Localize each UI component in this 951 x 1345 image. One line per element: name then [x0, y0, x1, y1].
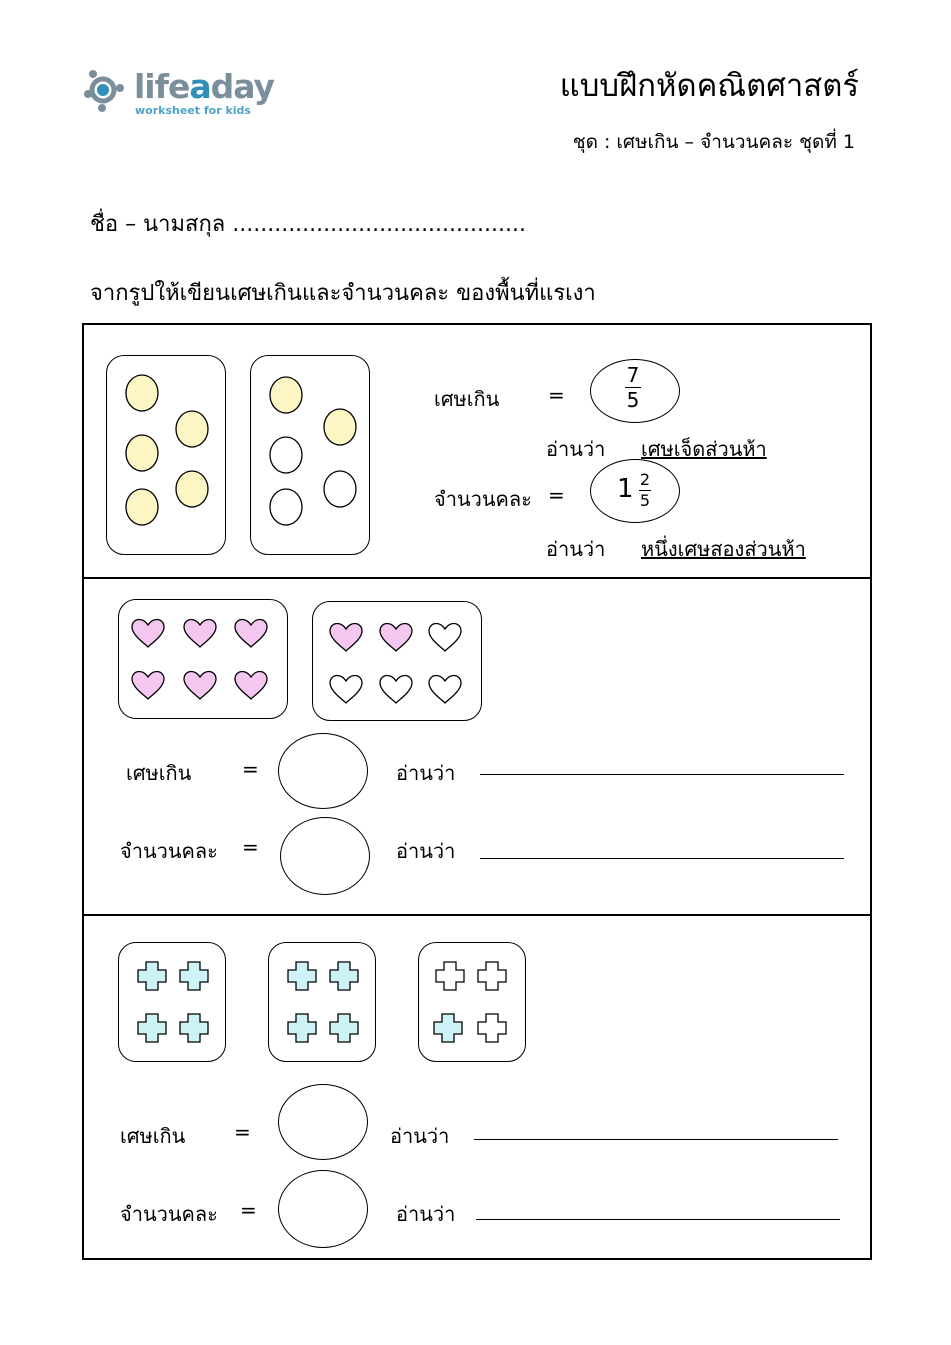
mixed-answer-oval[interactable] — [278, 1170, 368, 1248]
circle-shapes — [84, 325, 384, 581]
page-subtitle: ชุด : เศษเกิน – จำนวนคละ ชุดที่ 1 — [572, 131, 855, 153]
cross-shape — [478, 962, 506, 990]
cross-shape — [288, 1014, 316, 1042]
heart-shape — [330, 623, 362, 651]
circle-shape — [270, 437, 302, 473]
mixed-reading: หนึ่งเศษสองส่วนห้า — [641, 537, 806, 561]
heart-shape — [184, 671, 216, 699]
question-2-section — [82, 914, 872, 1260]
heart-shape — [132, 619, 164, 647]
instruction-text: จากรูปให้เขียนเศษเกินและจำนวนคละ ของพื้นที่แรเงา — [90, 281, 596, 306]
improper-fraction — [625, 365, 641, 410]
question-1-section — [82, 577, 872, 916]
mixed-fraction — [639, 472, 651, 509]
cross-shape — [288, 962, 316, 990]
read-as-label: อ่านว่า — [546, 537, 606, 561]
read-as-label: อ่านว่า — [390, 1124, 450, 1148]
improper-reading: เศษเจ็ดส่วนห้า — [641, 437, 767, 461]
equals-sign: = — [242, 835, 259, 859]
heart-shape — [235, 619, 267, 647]
molecule-logo-icon — [82, 66, 134, 116]
heart-shapes — [84, 577, 504, 737]
mixed-answer-oval — [590, 459, 680, 523]
circle-shape — [176, 471, 208, 507]
heart-shape — [330, 675, 362, 703]
circle-shape — [176, 411, 208, 447]
read-as-label: อ่านว่า — [396, 1202, 456, 1226]
mixed-reading-line[interactable] — [480, 858, 844, 859]
read-as-label: อ่านว่า — [396, 761, 456, 785]
improper-denominator: 5 — [626, 388, 640, 412]
improper-label: เศษเกิน — [120, 1124, 186, 1148]
improper-reading-line[interactable] — [480, 774, 844, 775]
logo-tagline: worksheet for kids — [135, 104, 251, 117]
circle-shape — [270, 377, 302, 413]
cross-shape — [180, 1014, 208, 1042]
cross-shape — [434, 1014, 462, 1042]
name-field-line: ชื่อ – นามสกุล .......................................... — [90, 212, 526, 237]
equals-sign: = — [242, 757, 259, 781]
cross-shape — [330, 962, 358, 990]
mixed-denominator: 5 — [639, 491, 651, 510]
read-as-label: อ่านว่า — [396, 839, 456, 863]
mixed-numerator: 2 — [639, 470, 651, 489]
improper-label: เศษเกิน — [434, 387, 500, 411]
cross-shape — [138, 962, 166, 990]
page-title: แบบฝึกหัดคณิตศาสตร์ — [559, 68, 859, 104]
read-as-label: อ่านว่า — [546, 437, 606, 461]
improper-label: เศษเกิน — [126, 761, 192, 785]
heart-shape — [184, 619, 216, 647]
mixed-reading-line[interactable] — [476, 1219, 840, 1220]
heart-shape — [380, 675, 412, 703]
cross-shapes — [84, 914, 544, 1074]
cross-shape — [478, 1014, 506, 1042]
improper-reading-line[interactable] — [474, 1139, 838, 1140]
example-section — [82, 323, 872, 579]
equals-sign: = — [548, 383, 565, 407]
improper-numerator: 7 — [626, 363, 640, 387]
heart-shape — [429, 675, 461, 703]
cross-shape — [436, 962, 464, 990]
mixed-whole: 1 — [617, 474, 634, 504]
heart-shape — [429, 623, 461, 651]
circle-shape — [126, 375, 158, 411]
heart-shape — [235, 671, 267, 699]
improper-answer-oval[interactable] — [278, 733, 368, 809]
heart-shape — [132, 671, 164, 699]
cross-shape — [138, 1014, 166, 1042]
circle-shape — [126, 435, 158, 471]
improper-answer-oval[interactable] — [278, 1084, 368, 1160]
mixed-answer-oval[interactable] — [280, 817, 370, 895]
logo-wordmark: lifeaday — [134, 67, 275, 106]
equals-sign: = — [234, 1120, 251, 1144]
mixed-label: จำนวนคละ — [120, 1202, 218, 1226]
circle-shape — [324, 409, 356, 445]
equals-sign: = — [240, 1198, 257, 1222]
circle-shape — [324, 471, 356, 507]
cross-shape — [180, 962, 208, 990]
equals-sign: = — [548, 483, 565, 507]
circle-shape — [270, 489, 302, 525]
heart-shape — [380, 623, 412, 651]
cross-shape — [330, 1014, 358, 1042]
circle-shape — [126, 489, 158, 525]
mixed-label: จำนวนคละ — [120, 839, 218, 863]
mixed-label: จำนวนคละ — [434, 487, 532, 511]
